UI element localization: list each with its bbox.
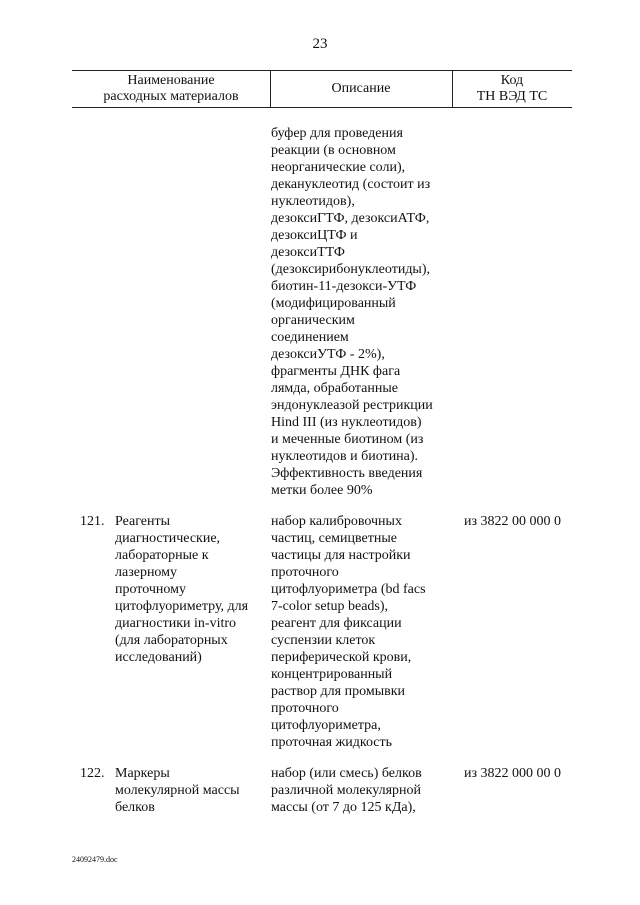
page-number: 23 [312,36,328,52]
row-number: 121. [80,514,105,529]
row-description: набор калибровочных частиц, семицветные частицы для настройки проточного цитофлуориметра (bd facs 7-color setup beads), реагент для фиксации суспензии клеток периферической крови, концентрированный раствор для промывки проточного цитофлуориметра, проточная жидкость [271,514,426,750]
header-description: Описание [331,81,391,96]
header-code: Код ТН ВЭД ТС [476,73,548,104]
header-name: Наименование расходных материалов [103,73,239,104]
table-header [72,70,572,108]
row-name: Реагенты диагностические, лабораторные к лазерному проточному цитофлуориметру, для диагностики in-vitro (для лабораторных исследований) [115,514,249,665]
row-code: из 3822 00 000 0 [464,514,562,529]
row-code: из 3822 000 00 0 [464,766,562,781]
row-number: 122. [80,766,105,781]
row-name: Маркеры молекулярной массы белков [115,766,240,815]
document-footer: 24092479.doc [72,855,118,864]
row-description: набор (или смесь) белков различной молекулярной массы (от 7 до 125 кДа), [271,766,422,815]
continuation-description: буфер для проведения реакции (в основном неорганические соли), декануклеотид (состоит из нуклеотидов), дезоксиГТФ, дезоксиАТФ, дезоксиЦТФ и дезоксиТТФ (дезоксирибонуклеотиды), биотин-11-дезокси-УТФ (модифицированный органическим соединением дезоксиУТФ - 2%), фрагменты ДНК фага лямда, обработанные эндонуклеазой рестрикции Hind III (из нуклеотидов) и меченные биотином (из нуклеотидов и биотина). Эффективность введения метки более 90% [271,126,433,498]
